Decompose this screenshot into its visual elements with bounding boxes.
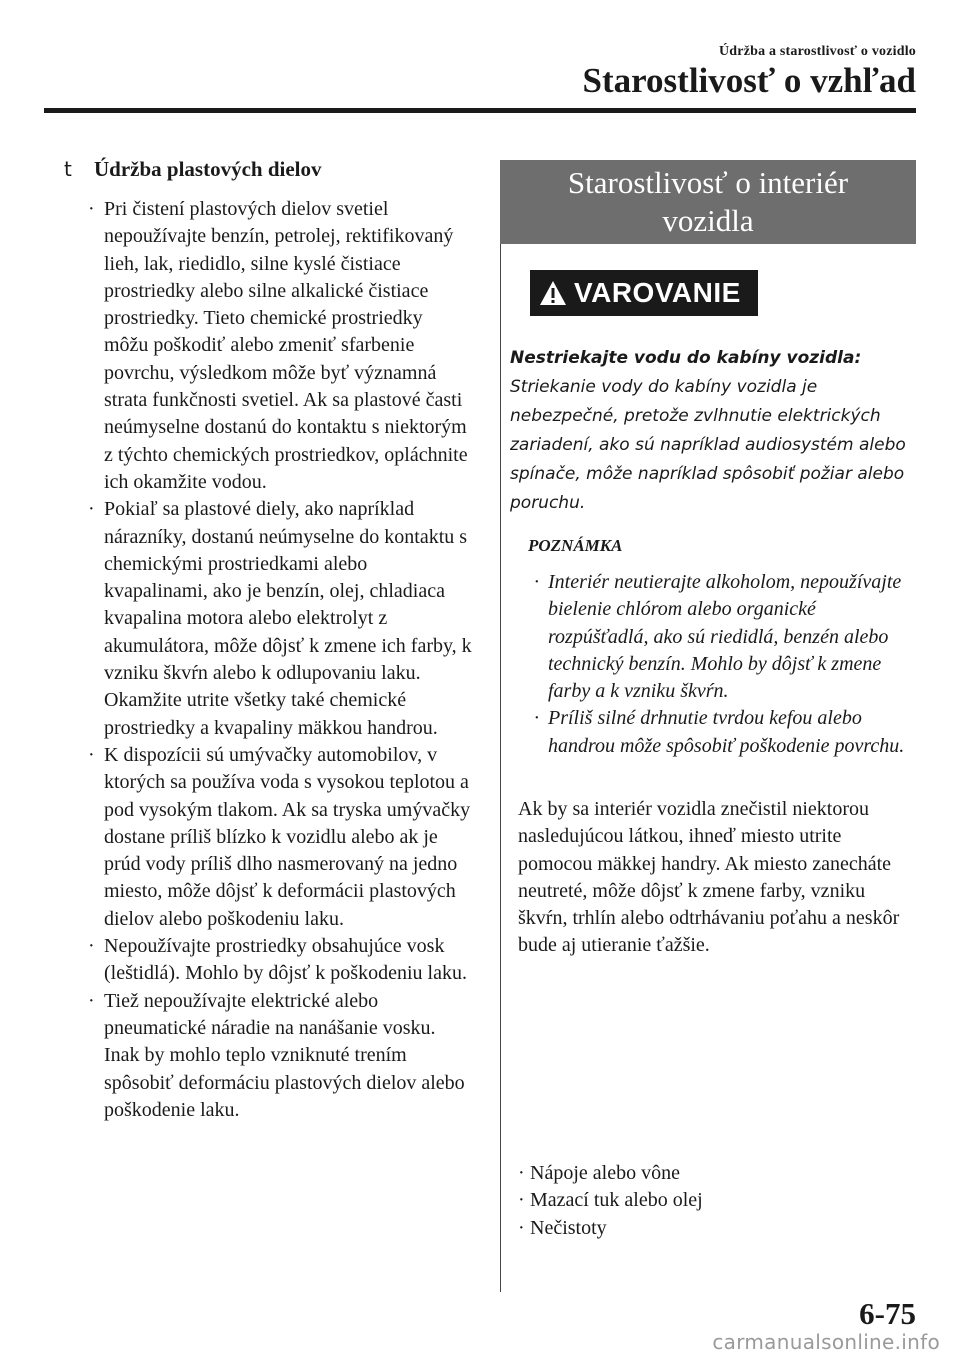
interior-cleaning-paragraph: Ak by sa interiér vozidla znečistil niektorou nasledujúcou látkou, ihneď miesto utrite pomocou mäkkej handry. Ak miesto zanecháte neutreté, môže dôjsť k zmene farby, vzniku škvŕn, trhlín alebo odtrhávaniu poťahu a neskôr bude aj utieranie ťažšie.	[518, 798, 900, 957]
bullet: ·	[88, 989, 95, 1012]
list-item: · Príliš silné drhnutie tvrdou kefou alebo handrou môže spôsobiť poškodenie povrchu.	[534, 707, 905, 757]
section-heading-plastics	[64, 157, 472, 182]
section-marker: t	[64, 157, 72, 181]
bullet: ·	[518, 1162, 525, 1184]
warning-text	[510, 344, 916, 518]
chapter-title: Údržba a starostlivosť o vozidlo	[719, 44, 916, 59]
page-header	[583, 44, 916, 101]
watermark: carmanualsonline.info	[712, 1330, 940, 1354]
warning-triangle-icon	[538, 279, 568, 307]
bullet: ·	[88, 935, 95, 958]
left-column	[64, 157, 472, 1124]
list-item: · Nápoje alebo vône	[518, 1160, 916, 1187]
note-title: POZNÁMKA	[528, 536, 623, 555]
box-title-line2: vozidla	[662, 203, 754, 238]
list-item: · Interiér neutierajte alkoholom, nepoužívajte bielenie chlórom alebo organické rozpúšťadlá, ako sú riedidlá, benzén alebo technický benzín. Mohlo by dôjsť k zmene farby a k vzniku škvŕn.	[534, 571, 902, 703]
warning-badge	[530, 270, 758, 316]
note-list	[524, 569, 916, 760]
bullet: ·	[518, 1216, 525, 1239]
list-item: · Nečistoty	[518, 1215, 916, 1242]
bullet: ·	[518, 1189, 525, 1212]
plastics-care-list	[64, 196, 472, 1124]
bullet: ·	[88, 498, 95, 521]
bullet: ·	[88, 743, 95, 766]
warning-heading: Nestriekajte vodu do kabíny vozidla:	[510, 348, 862, 368]
bullet: ·	[88, 198, 95, 220]
list-item: · Nepoužívajte prostriedky obsahujúce vosk (leštidlá). Mohlo by dôjsť k poškodeniu laku.	[88, 935, 467, 985]
bullet: ·	[534, 571, 539, 593]
substances-list	[518, 1160, 916, 1242]
page-number: 6-75	[859, 1296, 916, 1331]
column-divider	[500, 160, 501, 1292]
list-item: · Pokiaľ sa plastové diely, ako napríklad nárazníky, dostanú neúmyselne do kontaktu s chemickými prostriedkami alebo kvapalinami, ako je benzín, olej, chladiaca kvapalina motora alebo elektrolyt z akumulátora, môže dôjsť k zmene ich farby, k vzniku škvŕn alebo k odlupovaniu laku. Okamžite utrite všetky také chemické prostriedky a kvapaliny mäkkou handrou.	[88, 498, 472, 739]
list-item: · Tiež nepoužívajte elektrické alebo pneumatické náradie na nanášanie vosku. Inak by mohlo teplo vzniknuté trením spôsobiť deformáciu plastových dielov alebo poškodenie laku.	[88, 989, 465, 1121]
header-rule	[44, 108, 916, 113]
list-item: · K dispozícii sú umývačky automobilov, v ktorých sa používa voda s vysokou teplotou a pod vysokým tlakom. Ak sa tryska umývačky dostane príliš blízko k vozidlu alebo ak je prúd vody príliš dlho nasmerovaný na jedno miesto, môže dôjsť k deformácii plastových dielov alebo poškodeniu laku.	[88, 743, 471, 930]
section-title: Starostlivosť o vzhľad	[582, 61, 916, 100]
list-item: · Mazací tuk alebo olej	[518, 1187, 916, 1214]
box-title-line1: Starostlivosť o interiér	[567, 165, 849, 200]
interior-care-title-box	[500, 160, 916, 244]
section-heading-text: Údržba plastových dielov	[94, 157, 322, 181]
list-item: · Pri čistení plastových dielov svetiel nepoužívajte benzín, petrolej, rektifikovaný lieh, lak, riedidlo, silne kyslé čistiace prostriedky alebo silne alkalické čistiace prostriedky. Tieto chemické prostriedky môžu poškodiť alebo zmeniť sfarbenie povrchu, výsledkom môže byť významná strata funkčnosti svetiel. Ak sa plastové časti neúmyselne dostanú do kontaktu s niektorým z týchto chemických prostriedkov, opláchnite ich okamžite vodou.	[88, 198, 468, 493]
warning-label: VAROVANIE	[574, 277, 741, 308]
warning-body: Striekanie vody do kabíny vozidla je nebezpečné, pretože zvlhnutie elektrických zariadení, ako sú napríklad audiosystém alebo spínače, môže napríklad spôsobiť požiar alebo poruchu.	[510, 377, 906, 513]
substances-list-wrapper	[518, 1160, 916, 1242]
note-block	[524, 532, 916, 760]
bullet: ·	[534, 707, 539, 730]
